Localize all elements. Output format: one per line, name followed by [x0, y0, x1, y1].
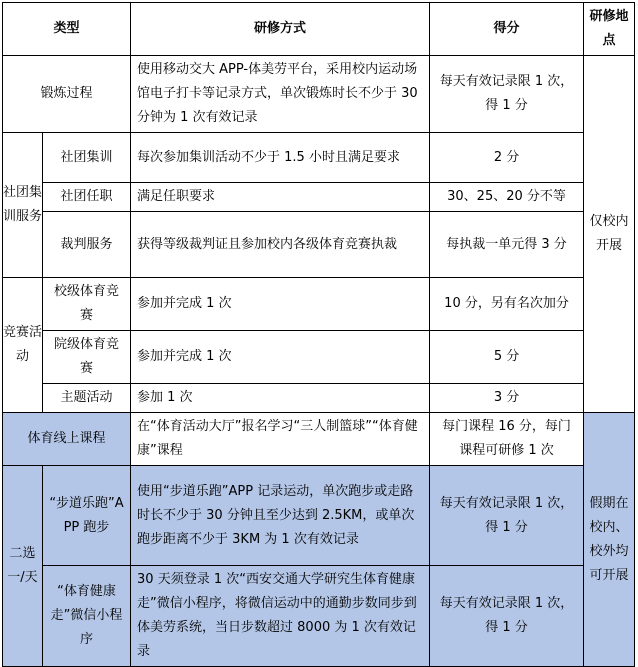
table-row — [3, 413, 635, 466]
score-cell-club-referee: 每执裁一单元得 3 分 — [430, 212, 584, 278]
type-cell-choice-walk: “体育健康走”微信小程序 — [43, 566, 131, 667]
table-row — [3, 566, 635, 667]
header-method: 研修方式 — [131, 3, 430, 56]
type-cell-choice-run: “步道乐跑”APP 跑步 — [43, 466, 131, 566]
score-cell-club-position: 30、25、20 分不等 — [430, 183, 584, 212]
method-cell-comp-theme: 参加 1 次 — [131, 384, 430, 413]
table-row — [3, 56, 635, 133]
group-cell-competition: 竞赛活动 — [3, 278, 43, 413]
location-cell-campus: 仅校内开展 — [584, 56, 635, 413]
group-cell-club: 社团集训服务 — [3, 133, 43, 278]
type-cell-club-position: 社团任职 — [43, 183, 131, 212]
type-cell-comp-theme: 主题活动 — [43, 384, 131, 413]
table-row — [3, 466, 635, 566]
method-cell-club-referee: 获得等级裁判证且参加校内各级体育竞赛执裁 — [131, 212, 430, 278]
score-cell-comp-theme: 3 分 — [430, 384, 584, 413]
method-cell-choice-walk: 30 天须登录 1 次“西安交通大学研究生体育健康走”微信小程序，将微信运动中的通勤步数同步到体美劳系统，当日步数超过 8000 为 1 次有效记录 — [131, 566, 430, 667]
score-cell-choice-run: 每天有效记录限 1 次，得 1 分 — [430, 466, 584, 566]
table-row — [3, 212, 635, 278]
header-score: 得分 — [430, 3, 584, 56]
type-cell-comp-college: 院级体育竞赛 — [43, 331, 131, 384]
type-cell-exercise: 锻炼过程 — [3, 56, 131, 133]
table-row — [3, 183, 635, 212]
score-cell-comp-college: 5 分 — [430, 331, 584, 384]
score-cell-choice-walk: 每天有效记录限 1 次，得 1 分 — [430, 566, 584, 667]
table-row — [3, 331, 635, 384]
method-cell-comp-college: 参加并完成 1 次 — [131, 331, 430, 384]
table-row — [3, 384, 635, 413]
method-cell-choice-run: 使用“步道乐跑”APP 记录运动，单次跑步或走路时长不少于 30 分钟且至少达到 2.5KM，或单次跑步距离不少于 3KM 为 1 次有效记录 — [131, 466, 430, 566]
method-cell-club-training: 每次参加集训活动不少于 1.5 小时且满足要求 — [131, 133, 430, 183]
table-row — [3, 278, 635, 331]
header-location: 研修地点 — [584, 3, 635, 56]
score-cell-club-training: 2 分 — [430, 133, 584, 183]
score-cell-exercise: 每天有效记录限 1 次，得 1 分 — [430, 56, 584, 133]
header-row — [3, 3, 635, 56]
score-cell-online: 每门课程 16 分，每门课程可研修 1 次 — [430, 413, 584, 466]
location-cell-holiday: 假期在校内、校外均可开展 — [584, 413, 635, 667]
header-type: 类型 — [3, 3, 131, 56]
score-cell-comp-school: 10 分，另有名次加分 — [430, 278, 584, 331]
type-cell-comp-school: 校级体育竞赛 — [43, 278, 131, 331]
group-cell-choice: 二选一/天 — [3, 466, 43, 667]
type-cell-club-referee: 裁判服务 — [43, 212, 131, 278]
table-row — [3, 133, 635, 183]
method-cell-comp-school: 参加并完成 1 次 — [131, 278, 430, 331]
training-table — [2, 2, 635, 667]
type-cell-online: 体育线上课程 — [3, 413, 131, 466]
method-cell-club-position: 满足任职要求 — [131, 183, 430, 212]
type-cell-club-training: 社团集训 — [43, 133, 131, 183]
method-cell-exercise: 使用移动交大 APP-体美劳平台，采用校内运动场馆电子打卡等记录方式，单次锻炼时长不少于 30 分钟为 1 次有效记录 — [131, 56, 430, 133]
method-cell-online: 在“体育活动大厅”报名学习“三人制篮球”“体育健康”课程 — [131, 413, 430, 466]
